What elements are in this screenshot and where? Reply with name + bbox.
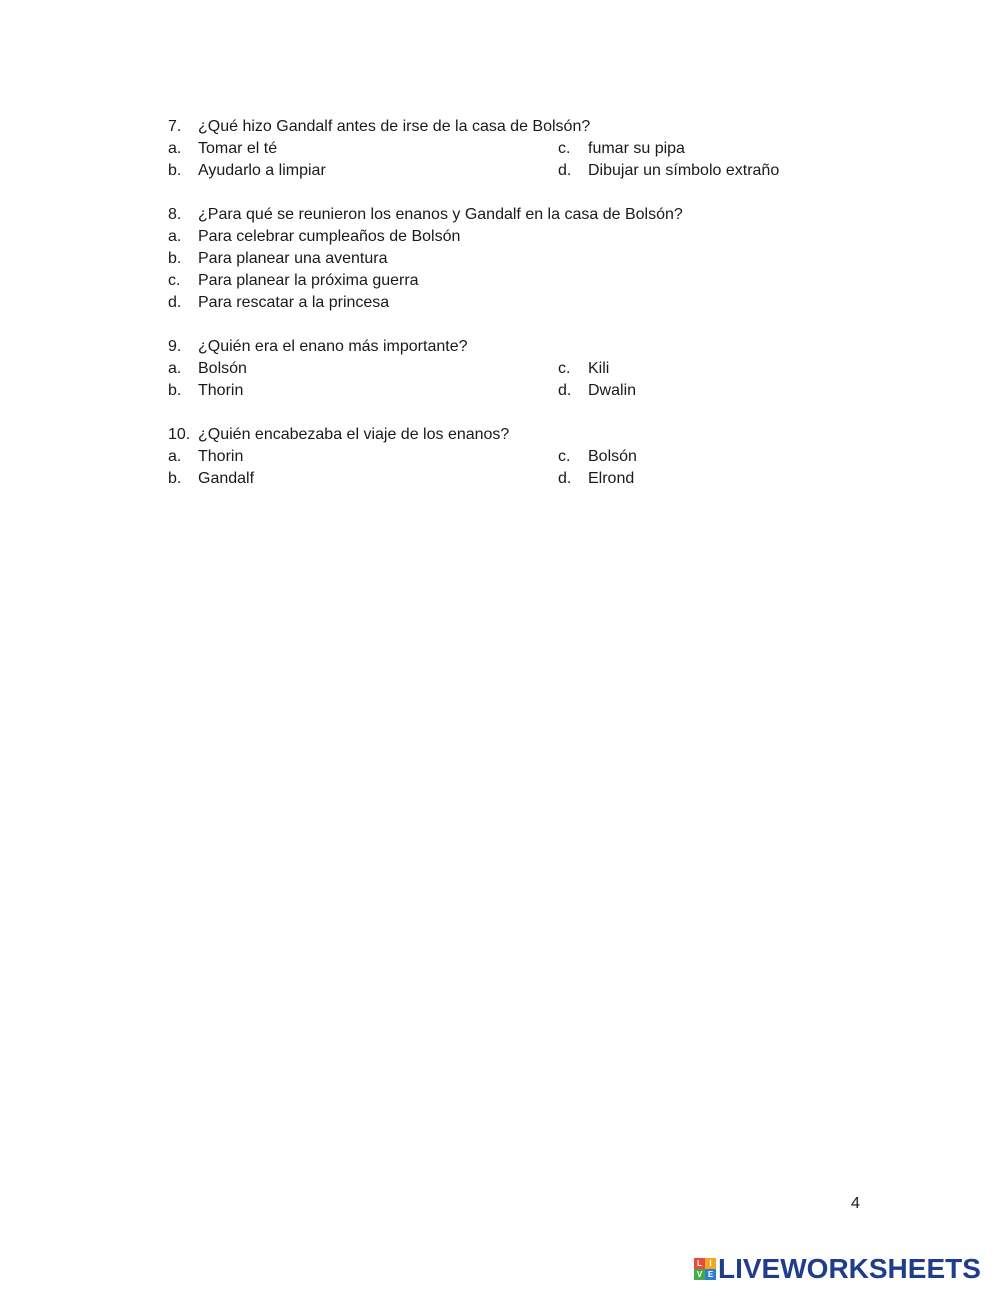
logo-mark-icon: [694, 1258, 716, 1280]
option-10d: [558, 468, 858, 490]
option-text: Para planear la próxima guerra: [198, 272, 419, 289]
page-number: 4: [851, 1195, 860, 1212]
option-letter: b.: [168, 162, 182, 179]
option-text: Elrond: [588, 470, 635, 487]
option-text: Para celebrar cumpleaños de Bolsón: [198, 228, 461, 245]
option-letter: c.: [558, 360, 571, 377]
option-letter: d.: [168, 294, 182, 311]
option-text: Kili: [588, 360, 610, 377]
logo-mark-cell: V: [694, 1269, 705, 1280]
option-7b: [168, 160, 548, 182]
question-number: 9.: [168, 338, 182, 355]
question-text: ¿Qué hizo Gandalf antes de irse de la casa de Bolsón?: [198, 118, 591, 135]
question-text: ¿Quién era el enano más importante?: [198, 338, 468, 355]
option-9a: [168, 358, 548, 380]
option-text: Dwalin: [588, 382, 637, 399]
question-9: [168, 336, 868, 358]
option-text: Para rescatar a la princesa: [198, 294, 390, 311]
option-text: Para planear una aventura: [198, 250, 388, 267]
option-text: Thorin: [198, 448, 244, 465]
option-text: Bolsón: [198, 360, 247, 377]
option-8b: [168, 248, 768, 270]
option-text: Bolsón: [588, 448, 637, 465]
option-7d: [558, 160, 858, 182]
option-8d: [168, 292, 768, 314]
option-text: Ayudarlo a limpiar: [198, 162, 326, 179]
option-letter: a.: [168, 448, 182, 465]
option-text: Dibujar un símbolo extraño: [588, 162, 780, 179]
option-9d: [558, 380, 858, 402]
logo-mark-cell: I: [705, 1258, 716, 1269]
logo-mark-cell: E: [705, 1269, 716, 1280]
option-7c: [558, 138, 858, 160]
option-8a: [168, 226, 768, 248]
option-10c: [558, 446, 858, 468]
option-7a: [168, 138, 548, 160]
logo-text: LIVEWORKSHEETS: [718, 1253, 981, 1284]
option-9b: [168, 380, 548, 402]
option-letter: c.: [558, 140, 571, 157]
option-letter: d.: [558, 162, 572, 179]
option-10a: [168, 446, 548, 468]
option-letter: d.: [558, 382, 572, 399]
option-text: fumar su pipa: [588, 140, 685, 157]
option-letter: a.: [168, 140, 182, 157]
option-8c: [168, 270, 768, 292]
option-letter: c.: [168, 272, 181, 289]
question-10: [168, 424, 868, 446]
question-8: [168, 204, 868, 226]
option-letter: a.: [168, 360, 182, 377]
option-text: Tomar el té: [198, 140, 278, 157]
option-text: Thorin: [198, 382, 244, 399]
option-text: Gandalf: [198, 470, 255, 487]
option-letter: b.: [168, 382, 182, 399]
question-number: 7.: [168, 118, 182, 135]
question-text: ¿Quién encabezaba el viaje de los enanos?: [198, 426, 510, 443]
option-letter: a.: [168, 228, 182, 245]
option-letter: c.: [558, 448, 571, 465]
option-10b: [168, 468, 548, 490]
option-letter: b.: [168, 250, 182, 267]
question-7: [168, 116, 868, 138]
logo-mark-cell: L: [694, 1258, 705, 1269]
option-letter: b.: [168, 470, 182, 487]
liveworksheets-logo: [694, 1254, 981, 1284]
option-letter: d.: [558, 470, 572, 487]
question-text: ¿Para qué se reunieron los enanos y Gandalf en la casa de Bolsón?: [198, 206, 683, 223]
option-9c: [558, 358, 858, 380]
question-number: 10.: [168, 426, 191, 443]
question-number: 8.: [168, 206, 182, 223]
